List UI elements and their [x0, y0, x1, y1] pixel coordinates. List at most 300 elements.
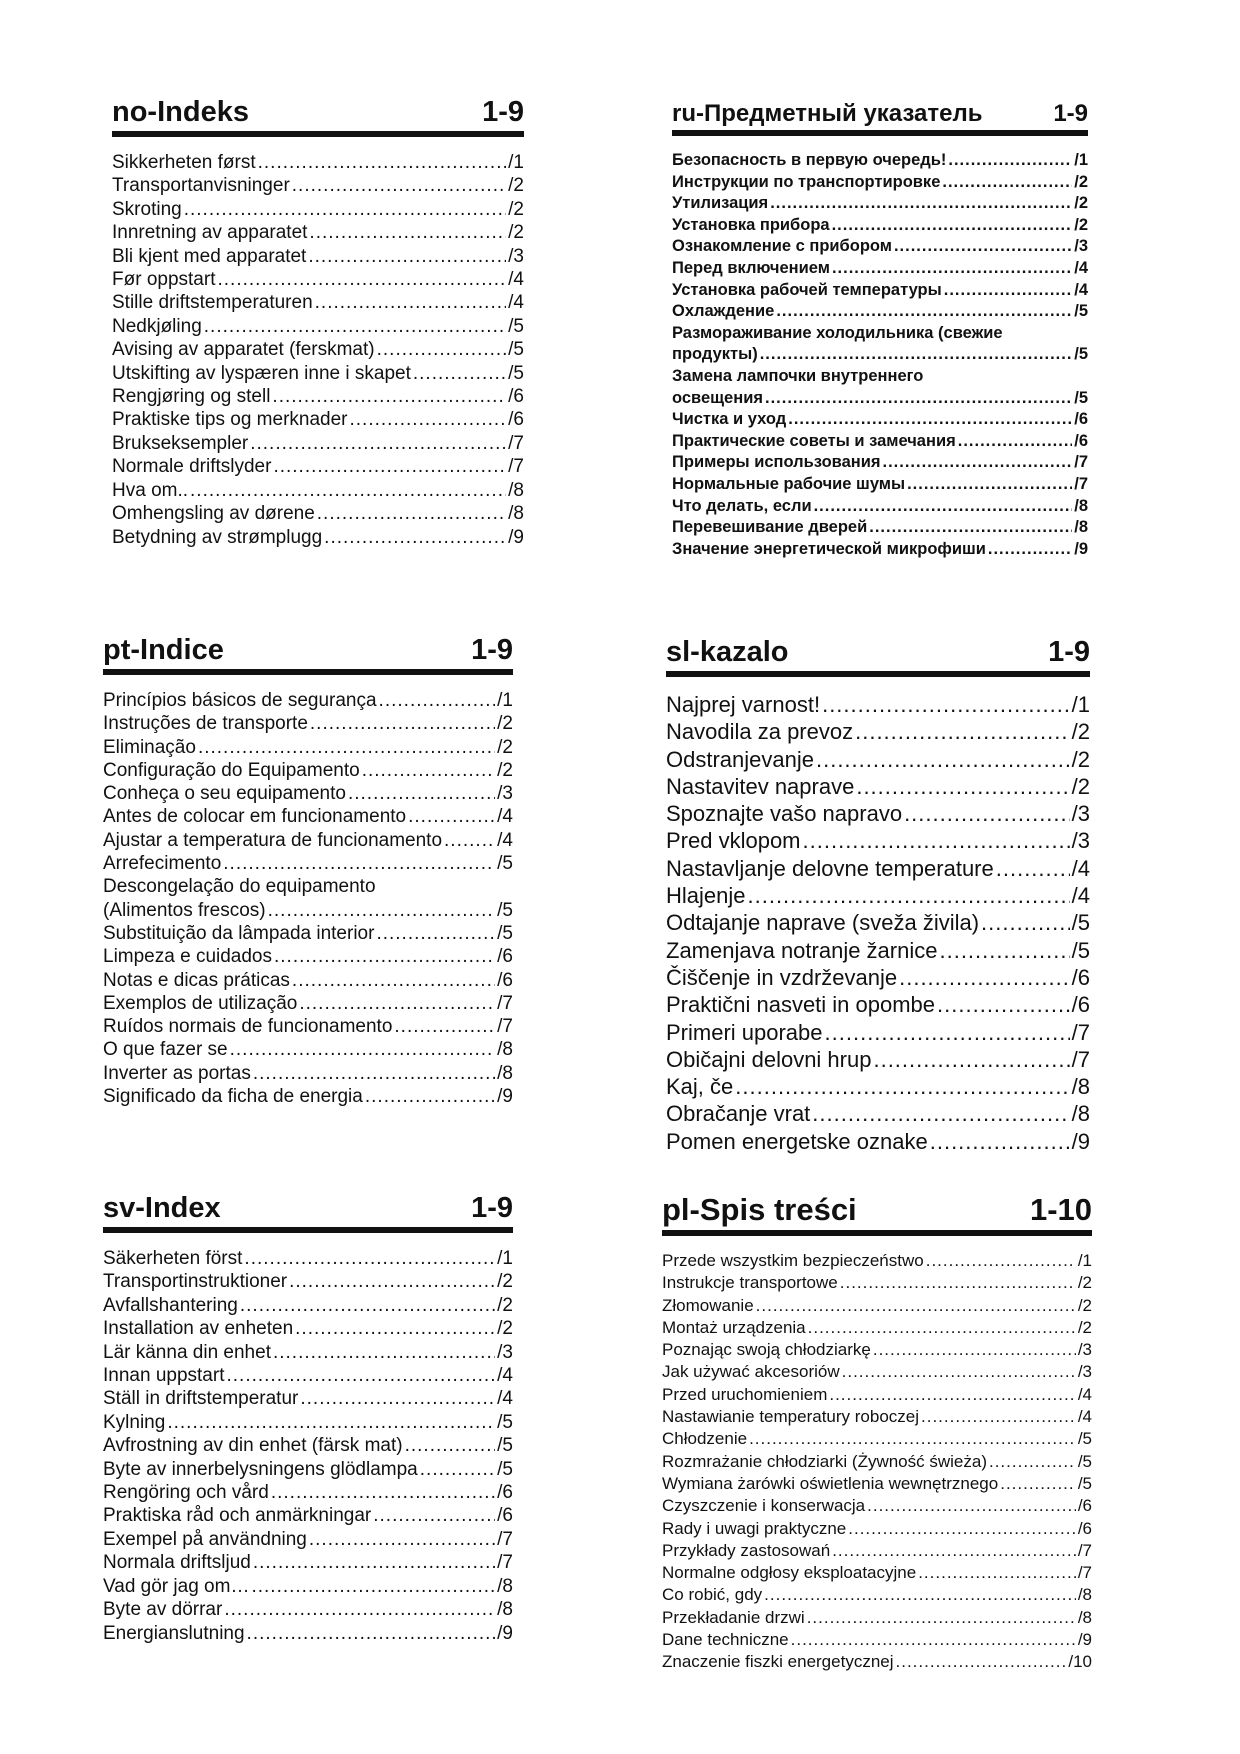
index-entry — [662, 1562, 1092, 1584]
entry-page-number: /4 — [1071, 855, 1090, 881]
entry-label: Znaczenie fiszki energetycznej — [662, 1652, 894, 1672]
entry-label: Безопасность в первую очередь! — [672, 151, 947, 169]
dot-leader — [292, 174, 506, 197]
entry-page-number: /8 — [1074, 518, 1088, 537]
entry-label: Установка рабочей температуры — [672, 280, 942, 299]
entry-label: Byte av innerbelysningens glödlampa — [103, 1458, 418, 1480]
index-entry — [666, 773, 1090, 800]
index-entry — [672, 539, 1088, 561]
entry-label: Przekładanie drzwi — [662, 1607, 805, 1627]
entry-label: Instruções de transporte — [103, 713, 308, 735]
dot-leader — [825, 1019, 1070, 1046]
index-section-pl — [662, 1192, 1092, 1674]
index-entry — [672, 215, 1088, 237]
index-entry — [662, 1629, 1092, 1651]
entry-label: Obračanje vrat — [666, 1101, 811, 1127]
index-entry — [103, 969, 513, 992]
dot-leader — [904, 800, 1070, 827]
index-entry — [672, 431, 1088, 453]
entry-page-number: /1 — [1074, 151, 1088, 169]
entry-page-number: /3 — [497, 1341, 513, 1363]
entry-page-number: /7 — [497, 992, 513, 1014]
entry-label-continued: освещения — [672, 388, 763, 407]
dot-leader — [948, 150, 1072, 172]
index-entry — [666, 855, 1090, 882]
index-entry — [103, 1481, 513, 1504]
index-entry — [662, 1317, 1092, 1339]
entry-page-number: /8 — [497, 1039, 513, 1061]
entry-label: Установка прибора — [672, 215, 830, 234]
index-section-pt — [103, 634, 513, 1108]
entry-page-number: /2 — [1077, 1273, 1092, 1293]
dot-leader — [842, 1361, 1076, 1383]
entry-continuation — [672, 344, 1088, 366]
index-entry — [662, 1339, 1092, 1361]
section-title: sv-Index — [103, 1192, 221, 1224]
index-entry — [103, 712, 513, 735]
index-entry — [666, 718, 1090, 745]
entry-page-number: /2 — [1071, 719, 1090, 745]
dot-leader — [190, 479, 506, 502]
index-entry — [666, 800, 1090, 827]
entry-label: Rengjøring og stell — [112, 386, 271, 408]
entry-page-number: /8 — [497, 1575, 513, 1597]
dot-leader — [749, 1428, 1076, 1450]
section-title: ru-Предметный указатель — [672, 100, 983, 127]
dot-leader — [309, 221, 506, 244]
entry-label: Jak używać akcesoriów — [662, 1362, 840, 1382]
entry-page-number: /8 — [508, 479, 524, 501]
entry-label: Normala driftsljud — [103, 1552, 251, 1574]
index-entry — [112, 174, 524, 197]
dot-leader — [362, 759, 495, 782]
section-page-range: 1-9 — [471, 1192, 513, 1224]
index-entry — [672, 150, 1088, 172]
section-page-range: 1-10 — [1029, 1192, 1092, 1227]
entry-page-number: /2 — [1074, 172, 1088, 191]
index-section-ru — [672, 100, 1088, 560]
dot-leader — [764, 1584, 1076, 1606]
dot-leader — [273, 1341, 495, 1364]
entry-page-number: /2 — [1074, 194, 1088, 213]
index-entry — [103, 1411, 513, 1434]
dot-leader — [167, 1411, 495, 1434]
section-header — [672, 100, 1088, 136]
entry-page-number: /2 — [497, 1271, 513, 1293]
index-entry — [112, 151, 524, 174]
index-entry — [112, 291, 524, 314]
entry-label: Ruídos normais de funcionamento — [103, 1016, 393, 1038]
section-title: no-Indeks — [112, 96, 249, 128]
index-section-sv — [103, 1192, 513, 1645]
entry-page-number: /2 — [497, 759, 513, 781]
index-entry — [672, 172, 1088, 194]
dot-leader — [271, 1481, 495, 1504]
dot-leader — [310, 712, 495, 735]
entry-label: Inverter as portas — [103, 1062, 251, 1084]
entry-page-number: /4 — [508, 292, 524, 314]
entry-page-number: /1 — [508, 152, 524, 173]
entry-label: Säkerheten först — [103, 1248, 243, 1269]
dot-leader — [240, 1294, 495, 1317]
index-entry — [672, 193, 1088, 215]
entry-page-number: /5 — [508, 315, 524, 337]
index-entry — [103, 1387, 513, 1410]
entry-page-number: /3 — [1071, 801, 1090, 827]
entry-label: Utskifting av lyspæren inne i skapet — [112, 362, 411, 384]
dot-leader — [324, 526, 506, 549]
entry-page-number: /1 — [1077, 1251, 1092, 1270]
entry-label: Før oppstart — [112, 269, 216, 291]
entry-label: Čiščenje in vzdrževanje — [666, 964, 898, 990]
index-entry — [662, 1518, 1092, 1540]
index-entry — [103, 1341, 513, 1364]
dot-leader — [251, 1575, 495, 1598]
index-entry — [103, 1062, 513, 1085]
dot-leader — [250, 432, 506, 455]
section-header — [103, 634, 513, 675]
dot-leader — [253, 1551, 495, 1574]
entry-page-number: /7 — [1077, 1563, 1092, 1583]
entry-page-number: /1 — [497, 690, 513, 711]
entry-page-number: /2 — [1071, 746, 1090, 772]
entry-label: Перед включением — [672, 258, 830, 277]
dot-leader — [907, 474, 1072, 496]
index-entry — [662, 1451, 1092, 1473]
entry-label: Lär känna din enhet — [103, 1341, 271, 1363]
entry-page-number: /5 — [1074, 302, 1088, 321]
index-entry — [103, 1364, 513, 1387]
entry-page-number: /4 — [1077, 1384, 1092, 1404]
index-entry — [666, 1073, 1090, 1100]
entry-label: Significado da ficha de energia — [103, 1086, 363, 1108]
dot-leader — [996, 855, 1070, 882]
entry-page-number: /8 — [1077, 1607, 1092, 1627]
entry-label: Охлаждение — [672, 302, 775, 321]
dot-leader — [373, 1504, 495, 1527]
entry-page-number: /5 — [508, 362, 524, 384]
index-entry — [112, 385, 524, 408]
dot-leader — [981, 909, 1070, 936]
index-entry — [666, 882, 1090, 909]
entry-label: Exemplos de utilização — [103, 992, 298, 1014]
dot-leader — [394, 1015, 495, 1038]
entry-label: Dane techniczne — [662, 1630, 789, 1650]
entry-page-number: /5 — [1074, 388, 1088, 407]
entry-label: Что делать, если — [672, 496, 812, 515]
index-entry — [103, 875, 513, 922]
index-entry — [103, 1015, 513, 1038]
dot-leader — [756, 1295, 1076, 1317]
index-entry — [112, 268, 524, 291]
index-entry — [103, 1458, 513, 1481]
index-entry — [112, 526, 524, 549]
entry-label: Co robić, gdy — [662, 1585, 763, 1605]
entry-label: Размораживание холодильника (свежие — [672, 323, 1003, 342]
entry-page-number: /9 — [497, 1086, 513, 1108]
entry-label: Antes de colocar em funcionamento — [103, 806, 407, 828]
index-entry — [666, 691, 1090, 718]
dot-leader — [230, 1038, 496, 1061]
section-header — [112, 96, 524, 137]
dot-leader — [348, 782, 495, 805]
entry-page-number: /7 — [1074, 474, 1088, 493]
entry-label: Nastavljanje delovne temperature — [666, 855, 994, 881]
entry-label: Betydning av strømplugg — [112, 526, 323, 548]
entry-page-number: /6 — [508, 386, 524, 408]
dot-leader — [812, 1100, 1069, 1127]
entry-label: Normale driftslyder — [112, 456, 272, 478]
entry-page-number: /2 — [508, 222, 524, 244]
dot-leader — [918, 1562, 1076, 1584]
entry-page-number: /5 — [497, 899, 513, 921]
entry-label: Замена лампочки внутреннего — [672, 366, 924, 385]
entry-label: Primeri uporabe — [666, 1019, 823, 1045]
entry-label: Przede wszystkim bezpieczeństwo — [662, 1251, 924, 1270]
entry-page-number: /6 — [1077, 1518, 1092, 1538]
entry-page-number: /9 — [1077, 1630, 1092, 1650]
entry-label: Ajustar a temperatura de funcionamento — [103, 829, 443, 851]
index-entry — [112, 315, 524, 338]
entry-page-number: /7 — [1077, 1540, 1092, 1560]
entry-page-number: /8 — [1074, 496, 1088, 515]
entry-label: Installation av enheten — [103, 1318, 294, 1340]
dot-leader — [896, 1651, 1067, 1673]
dot-leader — [869, 517, 1072, 539]
dot-leader — [258, 151, 507, 174]
dot-leader — [292, 969, 495, 992]
dot-leader — [735, 1073, 1069, 1100]
section-header — [103, 1192, 513, 1233]
dot-leader — [760, 344, 1073, 366]
dot-leader — [204, 315, 506, 338]
entry-label: Praktični nasveti in opombe — [666, 992, 936, 1018]
entry-label: Kylning — [103, 1411, 166, 1433]
dot-leader — [765, 388, 1072, 410]
entry-label: Substituição da lâmpada interior — [103, 922, 375, 944]
index-entry — [672, 366, 1088, 409]
dot-leader — [295, 1317, 495, 1340]
dot-leader — [822, 691, 1070, 718]
entry-label-continued: продукты) — [672, 345, 758, 364]
entry-label: Arrefecimento — [103, 853, 222, 875]
entry-label: Praktiska råd och anmärkningar — [103, 1505, 372, 1527]
dot-leader — [198, 736, 495, 759]
index-entry — [103, 1598, 513, 1621]
index-section-no — [112, 96, 524, 549]
entry-page-number: /6 — [497, 969, 513, 991]
entry-label: Vad gör jag om… — [103, 1575, 250, 1597]
dot-leader — [803, 827, 1070, 854]
index-entry — [103, 1317, 513, 1340]
entry-page-number: /6 — [508, 409, 524, 431]
entry-label: Limpeza e cuidados — [103, 946, 272, 968]
entry-label: Złomowanie — [662, 1295, 754, 1315]
dot-leader — [937, 991, 1070, 1018]
entry-page-number: /8 — [1077, 1585, 1092, 1605]
entry-label: Montaż urządzenia — [662, 1317, 806, 1337]
dot-leader — [317, 502, 506, 525]
index-entry — [666, 1100, 1090, 1127]
entry-page-number: /9 — [508, 526, 524, 548]
entry-page-number: /6 — [1071, 964, 1090, 990]
entry-page-number: /2 — [1077, 1317, 1092, 1337]
entry-label: Conheça o seu equipamento — [103, 783, 346, 805]
dot-leader — [776, 301, 1072, 323]
entry-page-number: /3 — [497, 783, 513, 805]
entry-label: Rozmrażanie chłodziarki (Żywność świeża) — [662, 1451, 987, 1471]
entry-label: Rady i uwagi praktyczne — [662, 1518, 847, 1538]
dot-leader — [832, 215, 1073, 237]
entry-label: Descongelação do equipamento — [103, 876, 376, 898]
entry-page-number: /4 — [497, 806, 513, 828]
entry-page-number: /8 — [1071, 1074, 1090, 1100]
entry-page-number: /5 — [1074, 345, 1088, 364]
dot-leader — [894, 236, 1072, 258]
dot-leader — [856, 773, 1069, 800]
entry-label: Czyszczenie i konserwacja — [662, 1496, 866, 1516]
entry-page-number: /9 — [497, 1622, 513, 1644]
dot-leader — [413, 362, 506, 385]
dot-leader — [299, 992, 495, 1015]
index-entry — [112, 432, 524, 455]
index-entries — [672, 150, 1088, 560]
index-entry — [662, 1272, 1092, 1294]
entry-label: Običajni delovni hrup — [666, 1046, 872, 1072]
dot-leader — [376, 922, 495, 945]
dot-leader — [408, 805, 495, 828]
index-section-sl — [666, 636, 1090, 1155]
entry-page-number: /6 — [1074, 431, 1088, 450]
dot-leader — [791, 1629, 1076, 1651]
dot-leader — [308, 245, 506, 268]
entry-page-number: /7 — [497, 1552, 513, 1574]
dot-leader — [808, 1317, 1076, 1339]
entry-page-number: /7 — [508, 432, 524, 454]
entry-label: Spoznajte vašo napravo — [666, 801, 903, 827]
index-entry — [662, 1651, 1092, 1673]
index-entry — [112, 245, 524, 268]
section-page-range: 1-9 — [471, 634, 513, 666]
dot-leader — [832, 258, 1072, 280]
dot-leader — [1000, 1473, 1076, 1495]
index-entry — [666, 1019, 1090, 1046]
dot-leader — [814, 496, 1073, 518]
index-entry — [103, 992, 513, 1015]
dot-leader — [899, 964, 1070, 991]
entry-label: Configuração do Equipamento — [103, 759, 360, 781]
dot-leader — [223, 852, 495, 875]
entry-label: Energianslutning — [103, 1622, 245, 1644]
entry-label: Rengöring och vård — [103, 1482, 269, 1504]
entry-page-number: /4 — [1074, 280, 1088, 299]
dot-leader — [274, 945, 495, 968]
entry-label: Kaj, če — [666, 1074, 734, 1100]
section-header — [662, 1192, 1092, 1236]
index-entry — [112, 455, 524, 478]
dot-leader — [873, 1339, 1076, 1361]
entry-label: Skroting — [112, 198, 182, 220]
entry-label: Практические советы и замечания — [672, 431, 956, 450]
section-title: sl-kazalo — [666, 636, 789, 668]
entry-page-number: /7 — [497, 1528, 513, 1550]
entry-page-number: /5 — [1071, 937, 1090, 963]
entry-label: Avising av apparatet (ferskmat) — [112, 339, 375, 361]
index-entry — [672, 280, 1088, 302]
entry-page-number: /7 — [497, 1016, 513, 1038]
index-entry — [103, 1270, 513, 1293]
entry-label: Avfallshantering — [103, 1294, 238, 1316]
index-entry — [672, 258, 1088, 280]
entry-page-number: /4 — [1074, 258, 1088, 277]
dot-leader — [939, 937, 1069, 964]
index-entry — [672, 301, 1088, 323]
entry-page-number: /4 — [1077, 1407, 1092, 1427]
entry-page-number: /2 — [1074, 215, 1088, 234]
entry-label: Innan uppstart — [103, 1365, 225, 1387]
entry-label: Stille driftstemperaturen — [112, 292, 313, 314]
index-entry — [666, 991, 1090, 1018]
entry-label: Praktiske tips og merknader — [112, 409, 348, 431]
entry-page-number: /6 — [497, 1482, 513, 1504]
index-entry — [112, 198, 524, 221]
dot-leader — [309, 1528, 495, 1551]
entry-label: Nedkjøling — [112, 315, 202, 337]
entry-label: Eliminação — [103, 736, 196, 758]
index-entries — [662, 1250, 1092, 1674]
entry-label: Normalne odgłosy eksploatacyjne — [662, 1563, 917, 1583]
entry-page-number: /4 — [497, 829, 513, 851]
index-entry — [103, 736, 513, 759]
entry-label: O que fazer se — [103, 1039, 228, 1061]
dot-leader — [988, 539, 1072, 561]
index-entry — [103, 829, 513, 852]
index-entry — [666, 909, 1090, 936]
index-entry — [662, 1428, 1092, 1450]
dot-leader — [848, 1518, 1076, 1540]
dot-leader — [350, 408, 507, 431]
dot-leader — [226, 1364, 495, 1387]
entry-page-number: /6 — [1074, 410, 1088, 429]
index-entry — [672, 517, 1088, 539]
entry-page-number: /2 — [508, 198, 524, 220]
dot-leader — [921, 1406, 1076, 1428]
entry-page-number: /2 — [1071, 773, 1090, 799]
entry-label: Pred vklopom — [666, 828, 801, 854]
entry-page-number: /6 — [497, 946, 513, 968]
dot-leader — [247, 1622, 496, 1645]
index-entry — [662, 1607, 1092, 1629]
entry-page-number: /5 — [1071, 910, 1090, 936]
entry-label: Инструкции по транспортировке — [672, 172, 941, 191]
dot-leader — [840, 1272, 1076, 1294]
index-entry — [666, 746, 1090, 773]
entry-page-number: /2 — [1077, 1295, 1092, 1315]
dot-leader — [379, 689, 496, 712]
index-entry — [672, 496, 1088, 518]
dot-leader — [930, 1128, 1070, 1155]
index-entry — [103, 1294, 513, 1317]
entry-label: Avfrostning av din enhet (färsk mat) — [103, 1435, 403, 1457]
dot-leader — [244, 1247, 495, 1270]
dot-leader — [420, 1458, 495, 1481]
entry-page-number: /9 — [1074, 539, 1088, 558]
entry-page-number: /4 — [497, 1388, 513, 1410]
index-entry — [112, 408, 524, 431]
entry-label: Byte av dörrar — [103, 1599, 223, 1621]
dot-leader — [816, 746, 1070, 773]
entry-page-number: /8 — [497, 1599, 513, 1621]
